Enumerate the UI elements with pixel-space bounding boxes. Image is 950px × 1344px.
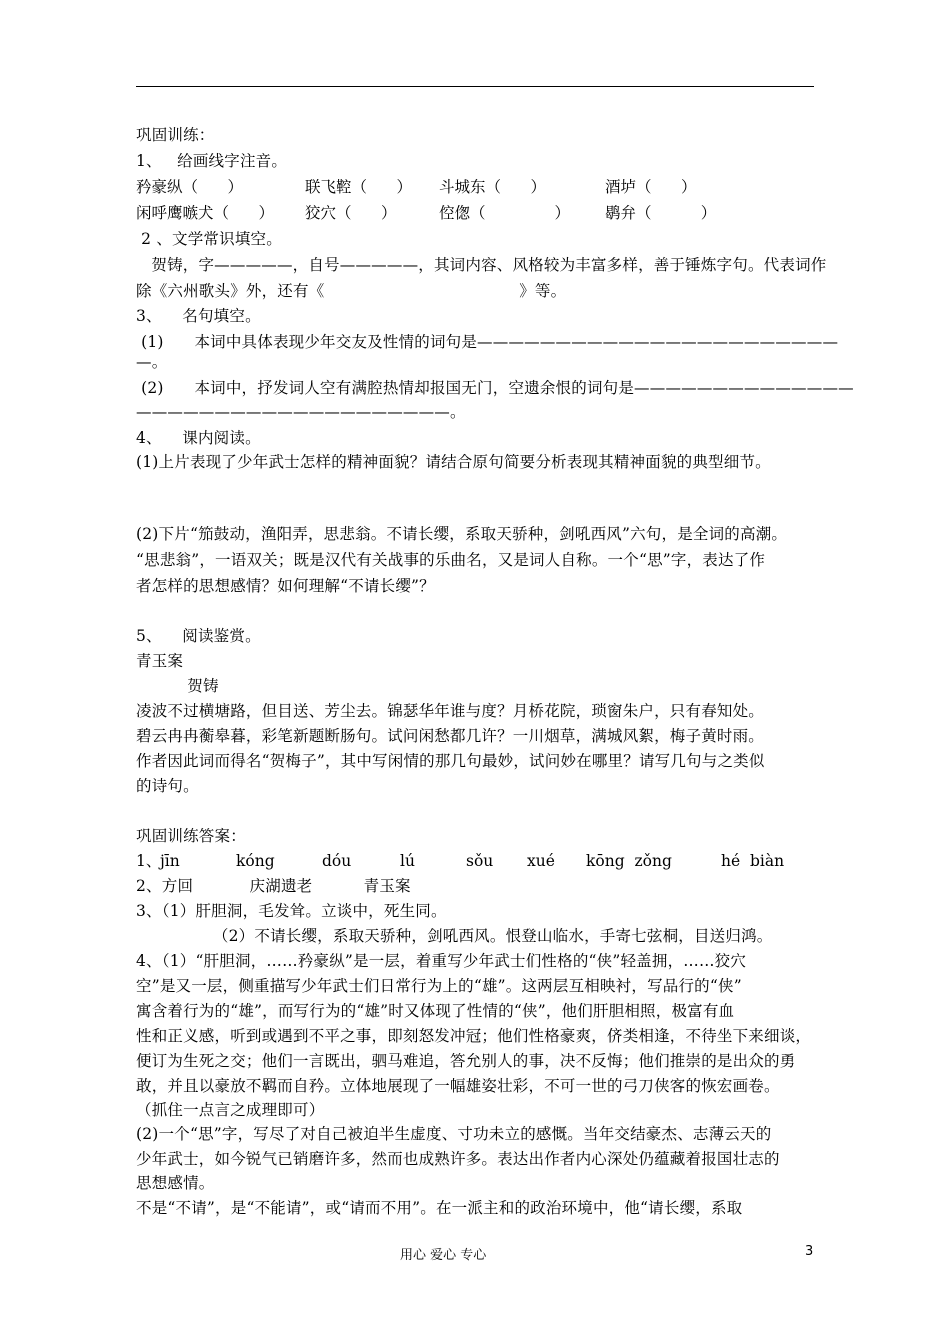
answer3: 3、（1）肝胆洞，毛发耸。立谈中，死生同。 xyxy=(136,902,447,920)
q5-title: 5、 阅读鉴赏。 xyxy=(136,627,261,645)
q1-item: 闲呼鹰嗾犬（ ） xyxy=(136,204,275,222)
q3-sub1: (1) 本词中具体表现少年交友及性情的词句是——————————————————————— xyxy=(136,333,839,351)
pinyin: sǒu xyxy=(466,852,494,870)
answer4-line: 少年武士，如今锐气已销磨许多，然而也成熟许多。表达出作者内心深处仍蕴藏着报国壮志的 xyxy=(136,1150,780,1168)
answer4-line: (2)一个“思”字，写尽了对自己被迫半生虚度、寸功未立的感慨。当年交结豪杰、志薄云天的 xyxy=(136,1125,772,1143)
section-heading: 巩固训练： xyxy=(136,126,215,144)
poem-author: 贺铸 xyxy=(136,677,219,695)
q1-item: 鹖弁（ ） xyxy=(605,204,717,222)
answers-heading: 巩固训练答案： xyxy=(136,827,246,845)
q1-item: 狡穴（ ） xyxy=(305,204,397,222)
q5-question: 的诗句。 xyxy=(136,777,199,795)
answer1-label: 1、 xyxy=(136,852,162,870)
answer4-line: 性和正义感，听到或遇到不平之事，即刻怒发冲冠；他们性格豪爽，侪类相逢，不待坐下来细谈， xyxy=(136,1027,812,1045)
q1-title: 1、 给画线字注音。 xyxy=(136,152,288,170)
q1-item: 矜豪纵（ ） xyxy=(136,178,244,196)
pinyin: hé biàn xyxy=(721,852,785,870)
q4-sub2: 者怎样的思想感情？如何理解“不请长缨”？ xyxy=(136,577,435,595)
q1-item: 联飞鞚（ ） xyxy=(305,178,413,196)
answer2: 2、方回 庆湖遗老 青玉案 xyxy=(136,877,411,895)
answer3: （2）不请长缨，系取天骄种，剑吼西风。恨登山临水，手寄七弦桐，目送归鸿。 xyxy=(136,927,773,945)
q4-sub2: (2)下片“笳鼓动，渔阳弄，思悲翁。不请长缨，系取天骄种，剑吼西风”六句，是全词的高潮。 xyxy=(136,525,788,543)
answer4-line: 空”是又一层，侧重描写少年武士们日常行为上的“雄”。这两层互相映衬，写品行的“侠” xyxy=(136,977,742,995)
answer4-line: 思想感情。 xyxy=(136,1174,215,1192)
pinyin: lú xyxy=(400,852,415,870)
poem-line: 凌波不过横塘路，但目送、芳尘去。锦瑟华年谁与度？月桥花院，琐窗朱户，只有春知处。 xyxy=(136,702,765,720)
pinyin: kōng zǒng xyxy=(586,852,672,870)
poem-title: 青玉案 xyxy=(136,652,184,670)
q2-title: 2 、文学常识填空。 xyxy=(136,230,282,248)
poem-line: 碧云冉冉蘅皋暮，彩笔新题断肠句。试问闲愁都几许？一川烟草，满城风絮，梅子黄时雨。 xyxy=(136,727,765,745)
footer-motto: 用心 爱心 专心 xyxy=(400,1248,487,1263)
q5-question: 作者因此词而得名“贺梅子”，其中写闲情的那几句最妙，试问妙在哪里？请写几句与之类似 xyxy=(136,752,765,770)
answer4-line: 便订为生死之交；他们一言既出，驷马难追，答允别人的事，决不反悔；他们推崇的是出众的勇 xyxy=(136,1052,796,1070)
q1-item: 酒垆（ ） xyxy=(605,178,697,196)
q4-title: 4、 课内阅读。 xyxy=(136,429,261,447)
q2-line: 贺铸，字—————，自号—————，其词内容、风格较为丰富多样，善于锤炼字句。代表词作 xyxy=(136,256,827,274)
answer4-line: 敢，并且以豪放不羁而自矜。立体地展现了一幅雄姿壮彩，不可一世的弓刀侠客的恢宏画卷。 xyxy=(136,1077,780,1095)
q1-item: 倥偬（ ） xyxy=(439,204,570,222)
pinyin: kóng xyxy=(236,852,275,870)
answer4-line: 不是“不请”，是“不能请”，或“请而不用”。在一派主和的政治环境中，他“请长缨，系取 xyxy=(136,1199,743,1217)
q4-sub2: “思悲翁”，一语双关；既是汉代有关战事的乐曲名，又是词人自称。一个“思”字，表达了作 xyxy=(136,551,766,569)
answer4-line: 寓含着行为的“雄”，而写行为的“雄”时又体现了性情的“侠”，他们肝胆相照，极富有血 xyxy=(136,1002,735,1020)
q3-sub1-cont: —。 xyxy=(136,353,168,371)
q2-line: 除《六州歌头》外，还有《 》等。 xyxy=(136,282,567,300)
page-number: 3 xyxy=(805,1244,814,1259)
q4-sub1: (1)上片表现了少年武士怎样的精神面貌？请结合原句简要分析表现其精神面貌的典型细节。 xyxy=(136,453,771,471)
pinyin: dóu xyxy=(322,852,352,870)
q3-sub2-cont: ————————————————————。 xyxy=(136,403,466,421)
q1-item: 斗城东（ ） xyxy=(439,178,547,196)
answer4-line: （抓住一点言之成理即可） xyxy=(136,1101,325,1119)
answer4-line: 4、（1）“肝胆洞，……矜豪纵”是一层，着重写少年武士们性格的“侠”轻盖拥，……狡穴 xyxy=(136,952,747,970)
pinyin: jīn xyxy=(160,852,180,870)
pinyin: xué xyxy=(527,852,555,870)
q3-title: 3、 名句填空。 xyxy=(136,307,261,325)
q3-sub2: (2) 本词中，抒发词人空有满腔热情却报国无门，空遗余恨的词句是—————————————— xyxy=(136,379,854,397)
header-rule xyxy=(136,86,814,87)
